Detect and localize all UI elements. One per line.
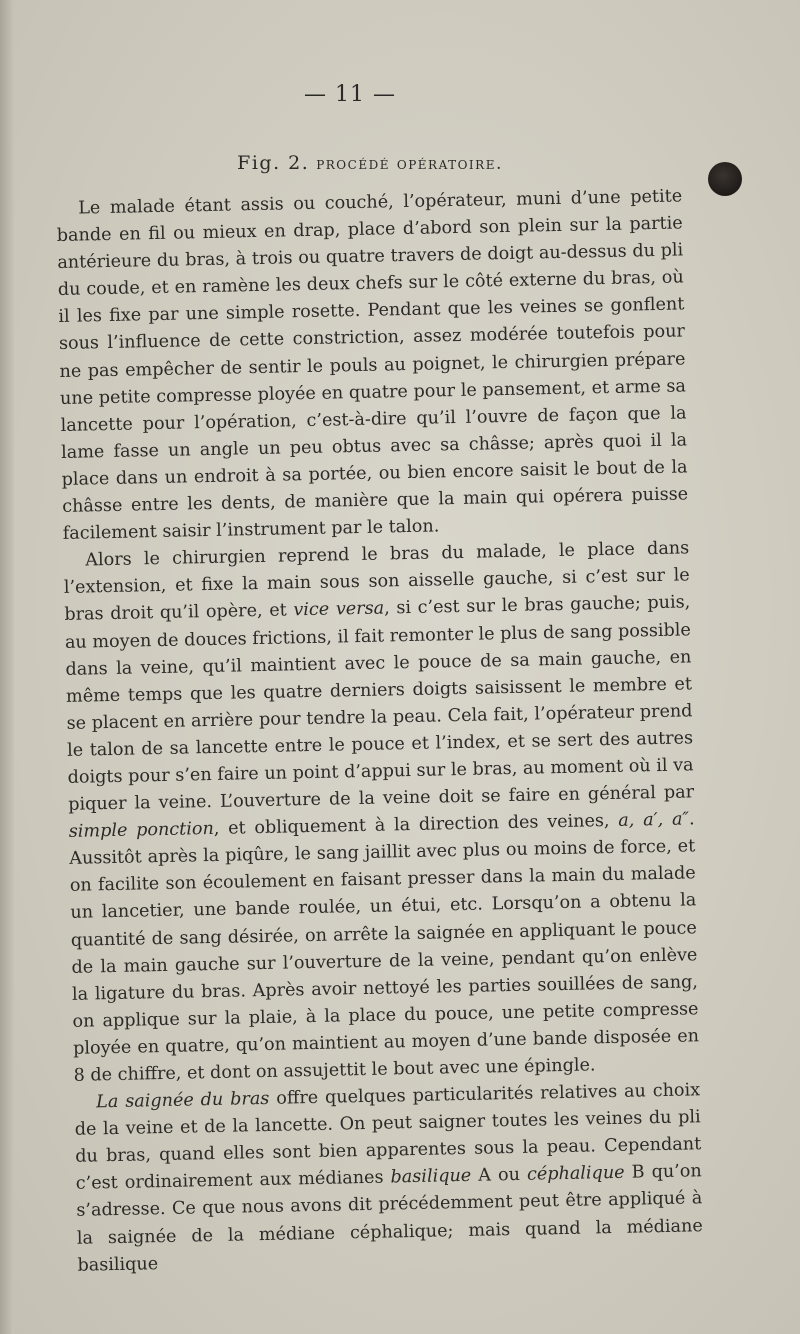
ink-blot [708,162,742,196]
paragraph-3 [74,1077,704,1279]
italic-run: basilique [390,1166,472,1188]
page-number: — 11 — [304,82,396,107]
italic-run: La saignée du bras [96,1088,270,1113]
italic-run: a, a′, a″ [618,809,690,831]
text-run: A ou [471,1165,528,1187]
text-run: , et obliquement à la direction des veines, [213,810,619,840]
text-run: offre quelques particularités relatives au choix de la veine et de la lancette. On peut saigner toutes les veines du pli du bras, quand elles sont bien apparentes sous la peau. Cependant c’est ordinairement aux médianes [74,1080,702,1195]
italic-run: céphalique [526,1163,625,1186]
text-run: Alors le chirurgien reprend le bras du malade, le place dans l’extension, et fixe la main sous son aisselle gauche, si c’est sur le bras droit qu’il opère, et [63,538,690,626]
text-run: B qu’on s’adresse. Ce que nous avons dit précédemment peut être appliqué à la saignée de la médiane céphalique; mais quand la médiane basilique [76,1161,703,1276]
italic-run: vice versa [293,598,385,621]
text-run: Le malade étant assis ou couché, l’opérateur, muni d’une petite bande en fil ou mieux en drap, place d’abord son plein sur la partie antérieure du bras, à trois ou quatre travers de doigt au-dessus du pli du coude, et en ramène les deux chefs sur le côté externe du bras, où il les fixe par une simple rosette. Pendant que les veines se gonflent sous l’influence de cette constriction, assez modérée toutefois pour ne pas empêcher de sentir le pouls au poignet, le chirurgien prépare une petite compresse ployée en quatre pour le pansement, et arme sa lancette pour l’opération, c’est-à-dire qu’il l’ouvre de façon que la lame fasse un angle un peu obtus avec sa châsse; après quoi il la place dans un endroit à sa portée, ou bien encore saisit le bout de la châsse entre les dents, de manière que la main qui opérera puisse facilement saisir l’instrument par le talon. [56,186,689,545]
page-binding-edge [0,0,14,1334]
body-text [56,183,704,1279]
text-run: . Aussitôt après la piqûre, le sang jaillit avec plus ou moins de force, et on facilite son écoulement en faisant presser dans la main du malade un lancetier, une bande roulée, un étui, etc. Lorsqu’on a obtenu la quantité de sang désirée, on arrête la saignée en appliquant le pouce de la main gauche sur l’ouverture de la veine, pendant qu’on enlève la ligature du bras. Après avoir nettoyé les parties souillées de sang, on applique sur la plaie, à la place du pouce, une petite compresse ployée en quatre, qu’on maintient au moyen d’une bande disposée en 8 de chiffre, et dont on assujettit le bout avec une épingle. [69,809,700,1086]
paragraph-2 [63,536,700,1090]
section-title: procédé opératoire. [316,154,503,174]
text-run: , si c’est sur le bras gauche; puis, au moyen de douces frictions, il fait remonter le plus de sang possible dans la veine, qu’il maintient avec le pouce de sa main gauche, en même temps que les quatre derniers doigts saisissent le membre et se placent en arrière pour tendre la peau. Cela fait, l’opérateur prend le talon de sa lancette entre le pouce et l’index, et se sert des autres doigts pour s’en faire un point d’appui sur le bras, au moment où il va piquer la veine. L’ouverture de la veine doit se faire en général par [64,592,695,815]
figure-label: Fig. 2. [237,152,310,174]
paragraph-1 [56,183,689,548]
italic-run: simple ponction [68,819,215,843]
section-heading [0,152,740,174]
